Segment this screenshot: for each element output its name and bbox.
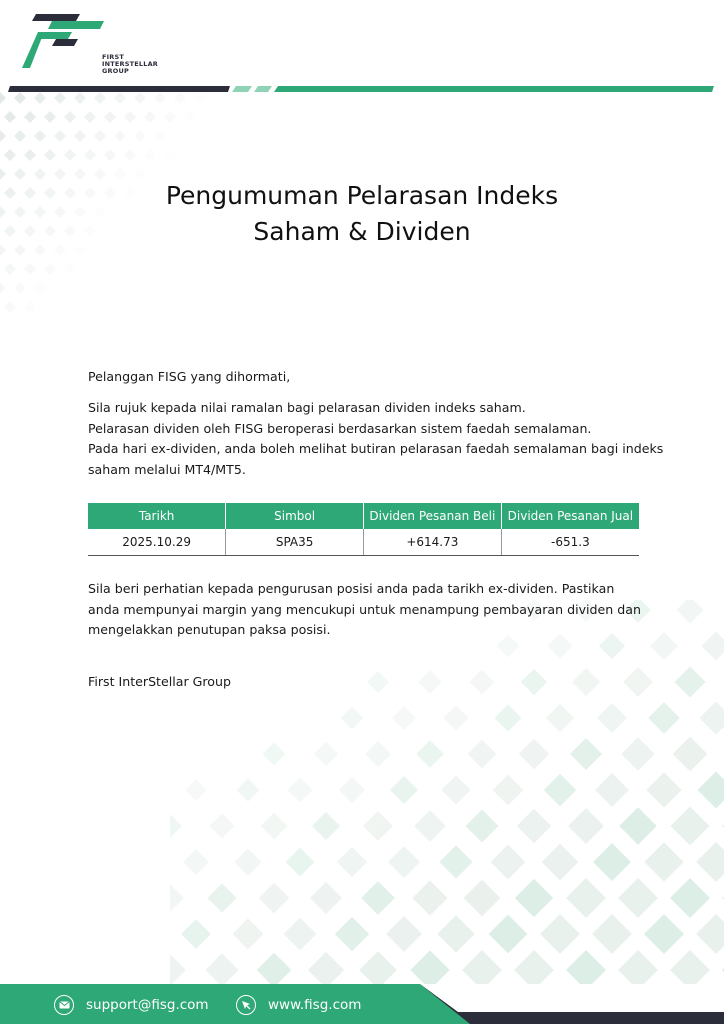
- signature-text: First InterStellar Group: [88, 674, 231, 689]
- cursor-icon: [236, 995, 256, 1015]
- footer-website-text: www.fisg.com: [268, 997, 362, 1013]
- intro-line: Sila rujuk kepada nilai ramalan bagi pelarasan dividen indeks saham.: [88, 400, 526, 415]
- column-header-sell-dividend: Dividen Pesanan Jual: [501, 503, 639, 529]
- cell-buy-dividend: +614.73: [364, 529, 502, 555]
- column-header-buy-dividend: Dividen Pesanan Beli: [364, 503, 502, 529]
- table-header-row: [88, 503, 639, 529]
- greeting-text: Pelanggan FISG yang dihormati,: [88, 369, 291, 384]
- cell-symbol: SPA35: [226, 529, 364, 555]
- cell-date: 2025.10.29: [88, 529, 226, 555]
- header: [0, 0, 724, 96]
- notice-paragraph: Sila beri perhatian kepada pengurusan posisi anda pada tarikh ex-dividen. Pastikan anda mempunyai margin yang mencukupi untuk menampung pembayaran dividen dan mengelakkan penutupan paksa posisi.: [88, 581, 641, 637]
- cell-sell-dividend: -651.3: [501, 529, 639, 555]
- column-header-symbol: Simbol: [226, 503, 364, 529]
- column-header-date: Tarikh: [88, 503, 226, 529]
- intro-line: Pelarasan dividen oleh FISG beroperasi berdasarkan sistem faedah semalaman.: [88, 420, 592, 436]
- page-title: Pengumuman Pelarasan Indeks Saham & Dividen: [165, 181, 559, 246]
- footer: [0, 984, 724, 1024]
- company-logo: [22, 12, 159, 75]
- footer-email-text: support@fisg.com: [86, 997, 209, 1013]
- table-row: [88, 529, 639, 555]
- mail-icon: [54, 995, 74, 1015]
- background-diamond-pattern-bottom: [170, 600, 724, 1000]
- footer-email-link[interactable]: [54, 994, 209, 1016]
- footer-website-link[interactable]: [236, 994, 361, 1016]
- header-divider-bar: [8, 86, 714, 92]
- intro-paragraph: [88, 398, 664, 480]
- intro-line: Pada hari ex-dividen, anda boleh melihat butiran pelarasan faedah semalaman bagi indeks: [88, 441, 664, 456]
- dividend-table: [88, 503, 639, 556]
- logo-text: FIRST INTERSTELLAR GROUP: [102, 53, 159, 75]
- intro-line: saham melalui MT4/MT5.: [88, 461, 246, 477]
